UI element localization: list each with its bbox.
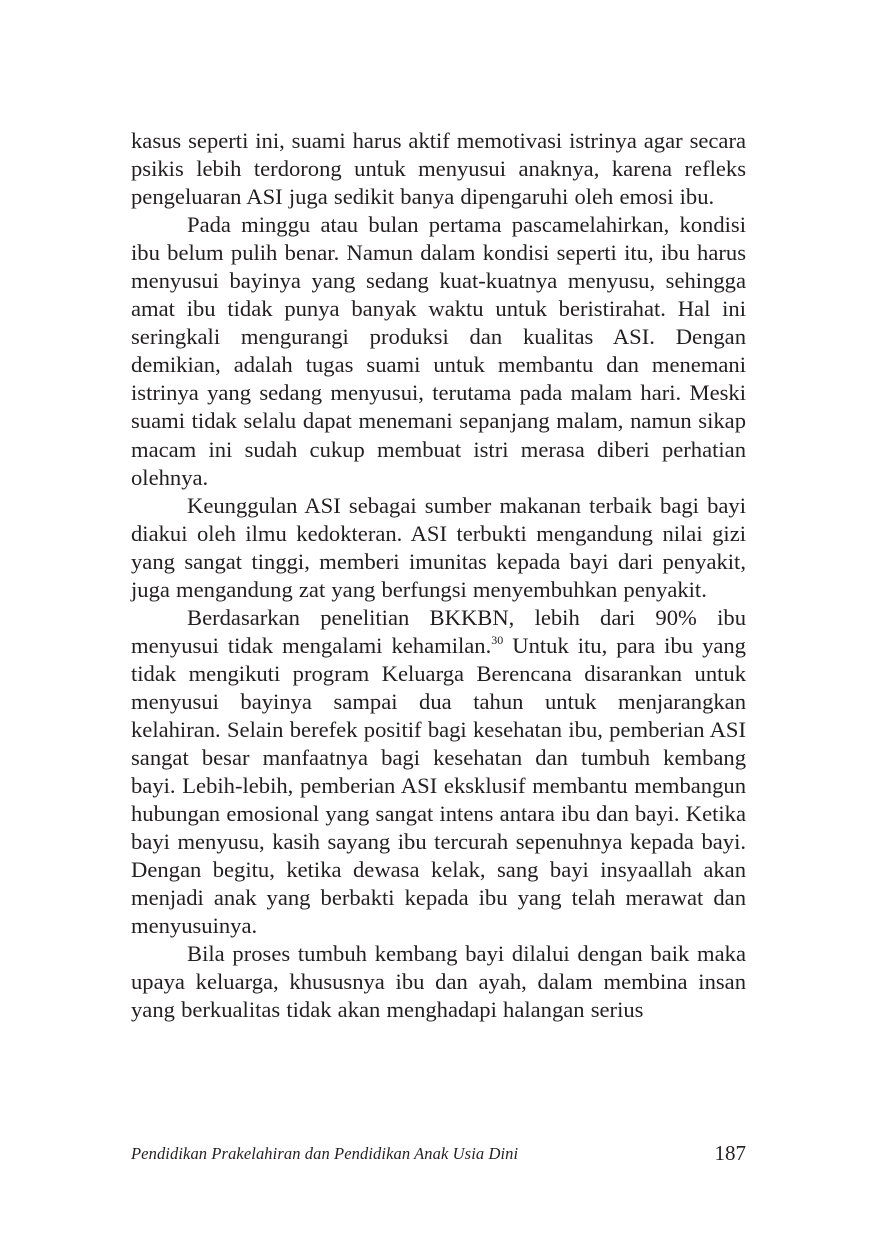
body-text xyxy=(131,127,746,1025)
paragraph-text-before-footnote: Berdasarkan penelitian BKKBN, lebih dari 90% ibu menyusui tidak mengalami kehamilan. xyxy=(131,604,746,658)
paragraph xyxy=(131,604,746,941)
footnote-reference[interactable]: 30 xyxy=(491,632,504,647)
paragraph: Bila proses tumbuh kembang bayi dilalui dengan baik maka upaya keluarga, khususnya ibu dan ayah, dalam membina insan yang berkualitas tidak akan menghadapi halangan serius xyxy=(131,941,746,1023)
paragraph-text-after-footnote: Untuk itu, para ibu yang tidak mengikuti program Keluarga Berencana disarankan untuk menyusui bayinya sampai dua tahun untuk menjarangkan kelahiran. Selain berefek positif bagi kesehatan ibu, pemberian ASI sangat besar manfaatnya bagi kesehatan dan tumbuh kembang bayi. Lebih-lebih, pemberian ASI eksklusif membantu membangun hubungan emosional yang sangat intens antara ibu dan bayi. Ketika bayi menyusu, kasih sayang ibu tercurah sepenuhnya kepada bayi. Dengan begitu, ketika dewasa kelak, sang bayi insyaallah akan menjadi anak yang berbakti kepada ibu yang telah merawat dan menyusuinya. xyxy=(131,632,746,939)
page-footer xyxy=(131,1141,746,1171)
paragraph: Pada minggu atau bulan pertama pascamelahirkan, kondisi ibu belum pulih benar. Namun dalam kondisi seperti itu, ibu harus menyusui bayinya yang sedang kuat-kuatnya menyusu, sehingga amat ibu tidak punya banyak waktu untuk beristirahat. Hal ini seringkali mengurangi produksi dan kualitas ASI. Dengan demikian, adalah tugas suami untuk membantu dan menemani istrinya yang sedang menyusui, terutama pada malam hari. Meski suami tidak selalu dapat menemani sepanjang malam, namun sikap macam ini sudah cukup membuat istri merasa diberi perhatian olehnya. xyxy=(131,212,746,490)
running-footer-title: Pendidikan Prakelahiran dan Pendidikan Anak Usia Dini xyxy=(131,1144,519,1163)
paragraph: Keunggulan ASI sebagai sumber makanan terbaik bagi bayi diakui oleh ilmu kedokteran. ASI terbukti mengandung nilai gizi yang sangat tinggi, memberi imunitas kepada bayi dari penyakit, juga mengandung zat yang berfungsi menyembuhkan penyakit. xyxy=(131,492,746,602)
page-number: 187 xyxy=(714,1141,746,1165)
paragraph: kasus seperti ini, suami harus aktif memotivasi istrinya agar secara psikis lebih terdorong untuk menyusui anaknya, karena refleks pengeluaran ASI juga sedikit banya dipengaruhi oleh emosi ibu. xyxy=(131,128,746,210)
